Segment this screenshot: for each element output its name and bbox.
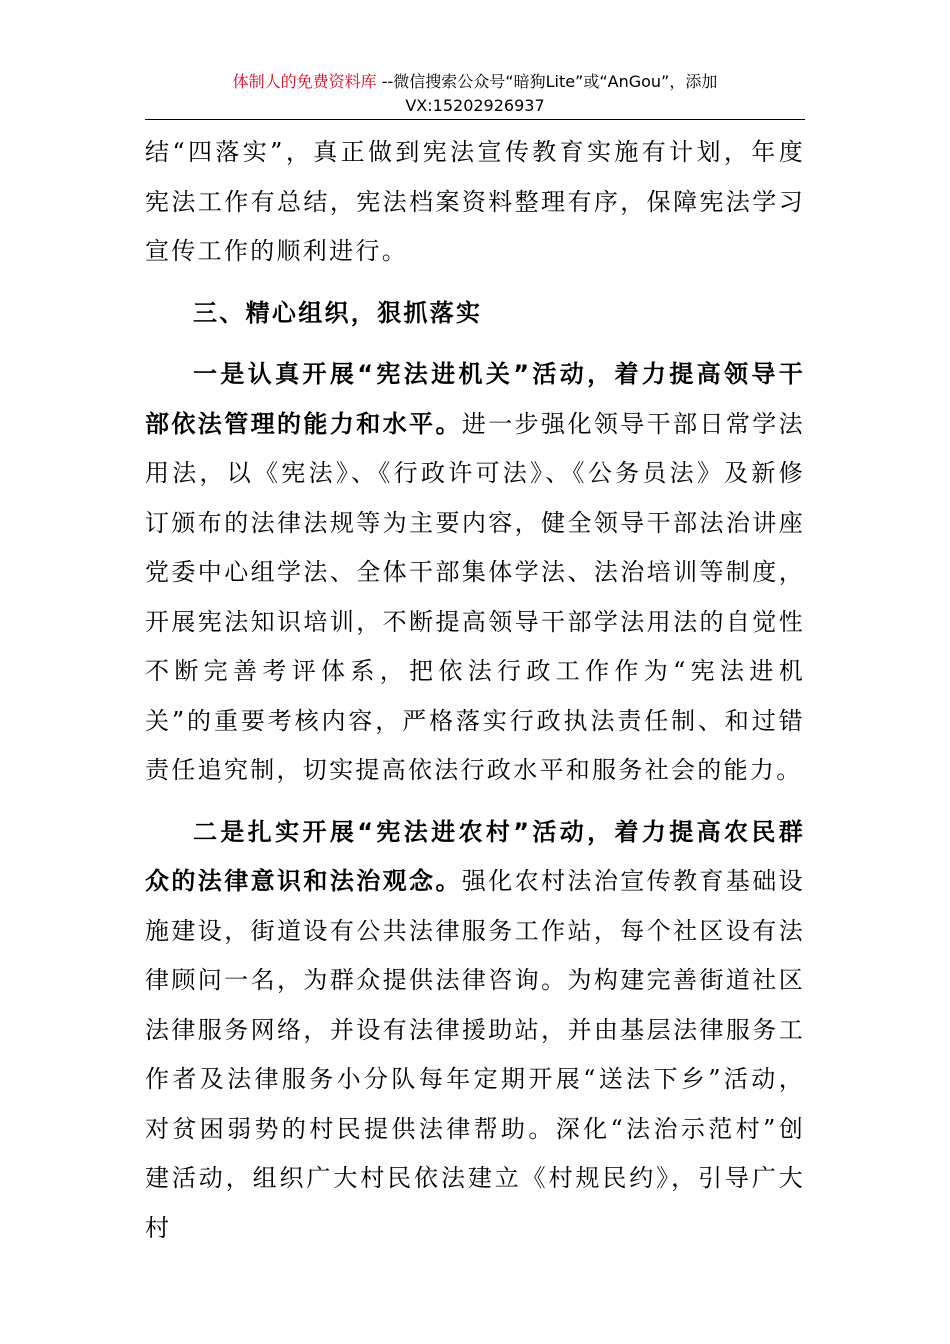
paragraph-item-2-body: 强化农村法治宣传教育基础设施建设，街道设有公共法律服务工作站，每个社区设有法律顾问一名，为群众提供法律咨询。为构建完善街道社区法律服务网络，并设有法律援助站，并由基层法律服务工作者及法律服务小分队每年定期开展“送法下乡”活动，对贫困弱势的村民提供法律帮助。深化“法治示范村”创建活动，组织广大村民依法建立《村规民约》，引导广大村 [145,867,805,1242]
header-brand: 体制人的免费资料库 [232,72,377,91]
header-line-2: VX:15202926937 [405,96,545,115]
paragraph-item-1 [145,350,805,796]
page-header [145,70,805,118]
header-wechat-notice: --微信搜索公众号“暗狗Lite”或“AnGou”，添加 [376,72,718,91]
paragraph-item-1-lead: 一是认真开展“宪法进机关”活动，着力提高领导干部依法管理的能力和水平。 [145,360,805,438]
paragraph-item-2 [145,808,805,1254]
section-heading: 三、精心组织，狠抓落实 [193,298,483,327]
header-divider [145,119,805,120]
header-line-1 [145,70,805,94]
paragraph-item-2-lead: 二是扎实开展“宪法进农村”活动，着力提高农民群众的法律意识和法治观念。 [145,817,805,895]
paragraph-continuation: 结“四落实”，真正做到宪法宣传教育实施有计划，年度宪法工作有总结，宪法档案资料整理有序，保障宪法学习宣传工作的顺利进行。 [145,138,805,265]
document-body [145,128,805,1253]
paragraph-item-1-body: 进一步强化领导干部日常学法用法，以《宪法》、《行政许可法》、《公务员法》及新修订颁布的法律法规等为主要内容，健全领导干部法治讲座党委中心组学法、全体干部集体学法、法治培训等制度，开展宪法知识培训，不断提高领导干部学法用法的自觉性不断完善考评体系，把依法行政工作作为“宪法进机关”的重要考核内容，严格落实行政执法责任制、和过错责任追究制，切实提高依法行政水平和服务社会的能力。 [145,409,805,784]
